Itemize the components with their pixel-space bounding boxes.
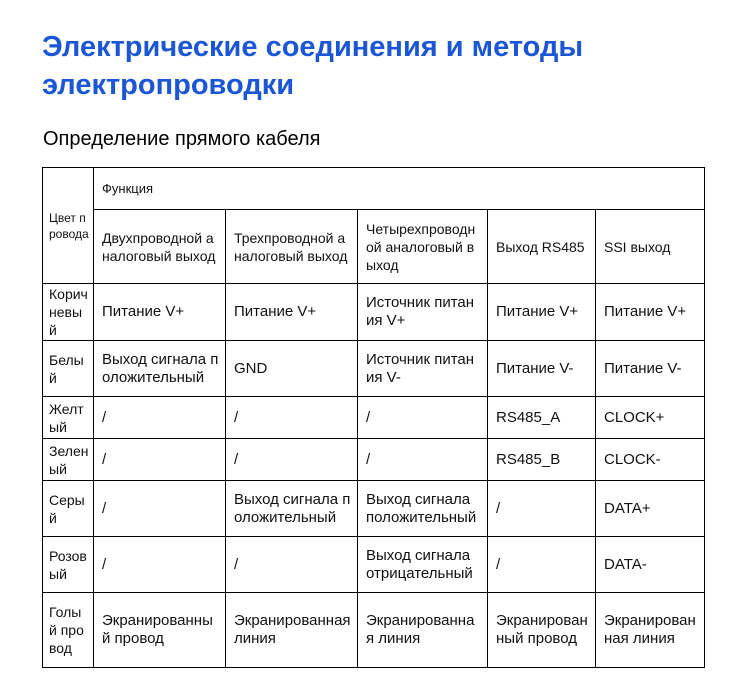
table-subheader-row: [43, 210, 705, 284]
wire-color-cell: Белый: [43, 341, 94, 397]
table-cell: Экранированная линия: [226, 593, 358, 668]
wire-color-cell: Голый провод: [43, 593, 94, 668]
column-header: Четырехпроводной аналоговый выход: [358, 210, 488, 284]
table-header-row: [43, 168, 705, 210]
wire-color-cell: Зеленый: [43, 439, 94, 481]
table-cell: Выход сигнала отрицательный: [358, 537, 488, 593]
table-cell: Выход сигнала положительный: [226, 481, 358, 537]
table-cell: /: [358, 439, 488, 481]
table-cell: /: [226, 439, 358, 481]
table-cell: CLOCK+: [596, 397, 705, 439]
table-cell: /: [226, 397, 358, 439]
table-cell: /: [94, 439, 226, 481]
wiring-table: [42, 167, 705, 668]
table-cell: Экранированный провод: [488, 593, 596, 668]
table-cell: Экранированный провод: [94, 593, 226, 668]
column-header: Трехпроводной аналоговый выход: [226, 210, 358, 284]
wire-color-cell: Серый: [43, 481, 94, 537]
table-cell: GND: [226, 341, 358, 397]
table-cell: Питание V-: [596, 341, 705, 397]
column-header: Двухпроводной аналоговый выход: [94, 210, 226, 284]
table-cell: /: [94, 481, 226, 537]
table-row: [43, 397, 705, 439]
table-row: [43, 481, 705, 537]
table-cell: Питание V+: [94, 284, 226, 341]
table-cell: RS485_A: [488, 397, 596, 439]
table-cell: Питание V-: [488, 341, 596, 397]
table-cell: Источник питания V-: [358, 341, 488, 397]
table-cell: DATA-: [596, 537, 705, 593]
table-cell: RS485_B: [488, 439, 596, 481]
table-cell: Питание V+: [226, 284, 358, 341]
table-cell: Экранированная линия: [596, 593, 705, 668]
table-cell: /: [94, 397, 226, 439]
wire-color-cell: Розовый: [43, 537, 94, 593]
table-cell: Экранированная линия: [358, 593, 488, 668]
table-cell: /: [226, 537, 358, 593]
table-row: [43, 341, 705, 397]
table-cell: /: [94, 537, 226, 593]
table-cell: Питание V+: [488, 284, 596, 341]
table-cell: Источник питания V+: [358, 284, 488, 341]
column-header: Выход RS485: [488, 210, 596, 284]
page-title: Электрические соединения и методы электропроводки: [42, 31, 584, 101]
wire-color-cell: Коричневый: [43, 284, 94, 341]
table-cell: DATA+: [596, 481, 705, 537]
table-cell: Питание V+: [596, 284, 705, 341]
function-column-header: Функция: [94, 168, 705, 210]
table-cell: /: [488, 481, 596, 537]
table-cell: Выход сигнала положительный: [94, 341, 226, 397]
table-cell: Выход сигнала положительный: [358, 481, 488, 537]
table-row: [43, 284, 705, 341]
wire-color-cell: Желтый: [43, 397, 94, 439]
table-row: [43, 439, 705, 481]
table-cell: CLOCK-: [596, 439, 705, 481]
table-row: [43, 537, 705, 593]
section-title: Определение прямого кабеля: [43, 128, 321, 150]
column-header: SSI выход: [596, 210, 705, 284]
table-row: [43, 593, 705, 668]
table-cell: /: [358, 397, 488, 439]
table-cell: /: [488, 537, 596, 593]
color-column-header: Цвет провода: [43, 168, 94, 284]
